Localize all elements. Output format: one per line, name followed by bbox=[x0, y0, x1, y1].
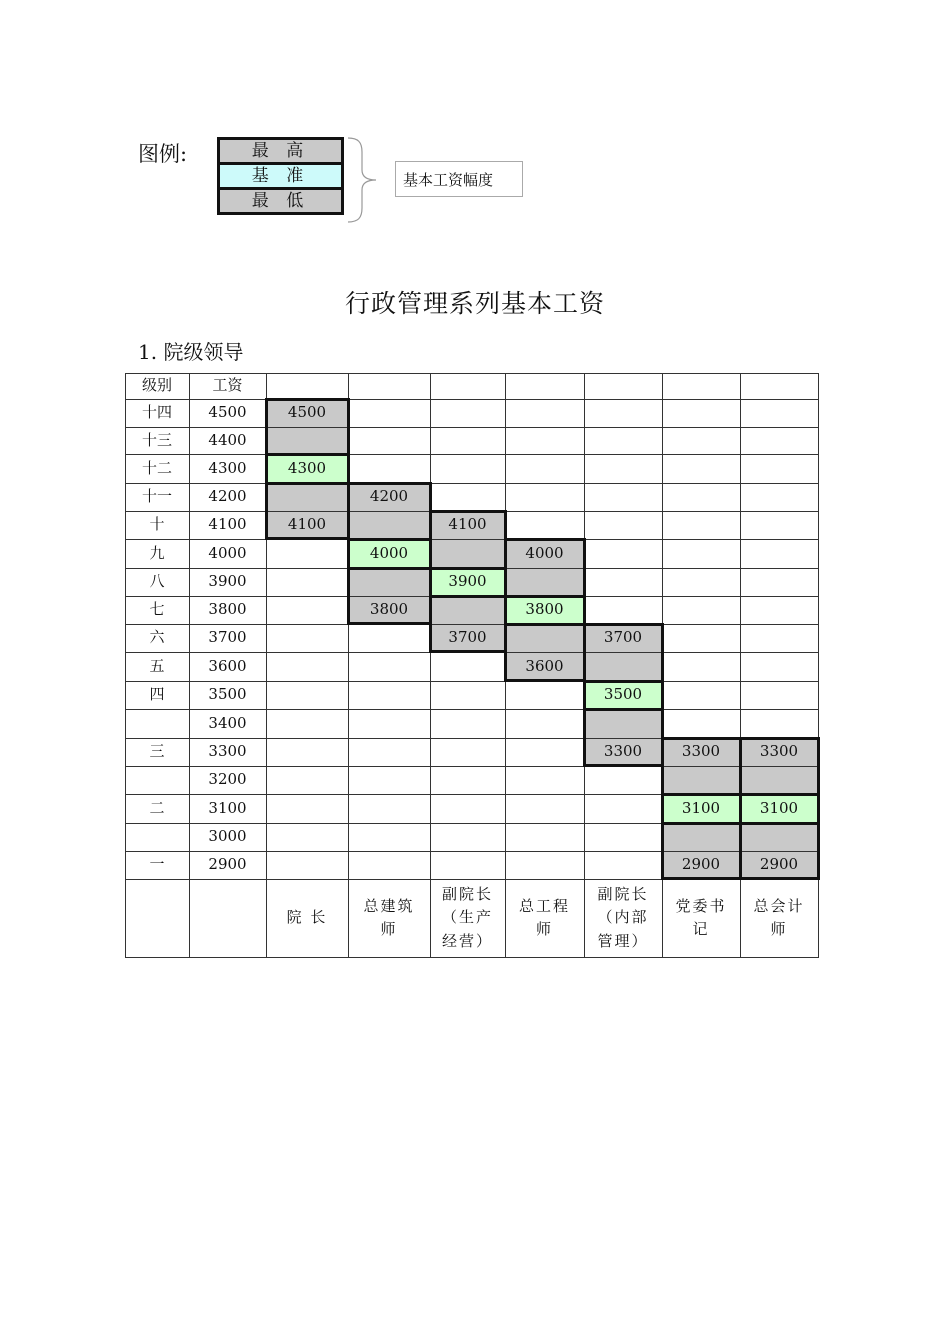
base-value: 3500 bbox=[603, 685, 643, 704]
wage-cell: 4400 bbox=[208, 430, 247, 449]
header-level: 级别 bbox=[141, 376, 172, 395]
legend-label: 图例: bbox=[138, 142, 188, 166]
base-value: 4000 bbox=[369, 543, 409, 562]
level-cell: 二 bbox=[149, 798, 165, 817]
range-cell bbox=[430, 539, 505, 568]
base-value: 3100 bbox=[681, 798, 721, 817]
wage-cell: 3300 bbox=[208, 742, 247, 761]
level-cell: 五 bbox=[149, 656, 165, 675]
position-label: 院 长 bbox=[286, 908, 328, 927]
range-cell bbox=[266, 483, 348, 511]
wage-cell: 3000 bbox=[208, 827, 247, 846]
level-cell: 七 bbox=[149, 600, 165, 619]
range-cell bbox=[740, 766, 818, 794]
wage-cell: 4300 bbox=[208, 458, 247, 477]
wage-cell: 4000 bbox=[208, 543, 247, 562]
level-cell: 十四 bbox=[141, 403, 172, 422]
level-cell bbox=[125, 709, 189, 738]
position-label: 总会计师 bbox=[753, 896, 805, 938]
base-value: 3100 bbox=[759, 798, 799, 817]
range-cell bbox=[740, 823, 818, 851]
min-value: 3700 bbox=[448, 628, 487, 647]
max-value: 3300 bbox=[681, 742, 721, 761]
max-value: 4500 bbox=[287, 403, 327, 422]
position-label: 副院长（内部管理） bbox=[597, 885, 649, 950]
wage-cell: 3200 bbox=[208, 770, 247, 789]
range-cell bbox=[584, 709, 662, 738]
wage-cell: 3900 bbox=[208, 572, 247, 591]
level-cell: 四 bbox=[149, 685, 165, 704]
level-cell: 十一 bbox=[141, 487, 172, 506]
base-value: 3800 bbox=[525, 600, 564, 619]
grid-line-v bbox=[818, 373, 819, 958]
range-cell bbox=[505, 568, 584, 596]
base-value: 3900 bbox=[448, 572, 487, 591]
max-value: 4100 bbox=[448, 515, 487, 534]
wage-cell: 3100 bbox=[208, 798, 247, 817]
level-cell bbox=[125, 823, 189, 851]
range-cell bbox=[348, 568, 430, 596]
position-label: 副院长（生产经营） bbox=[441, 885, 493, 950]
grid-line-v bbox=[348, 373, 349, 958]
position-label: 党委书记 bbox=[675, 896, 727, 938]
wage-cell: 4200 bbox=[208, 487, 247, 506]
section-title: 1. 院级领导 bbox=[138, 340, 244, 364]
max-value: 4200 bbox=[369, 487, 409, 506]
wage-cell: 3500 bbox=[208, 685, 247, 704]
legend-note: 基本工资幅度 bbox=[395, 161, 523, 197]
wage-cell: 3700 bbox=[208, 628, 247, 647]
legend-base: 基 准 bbox=[217, 162, 344, 190]
legend-max: 最 高 bbox=[217, 137, 344, 165]
level-cell: 十三 bbox=[141, 430, 172, 449]
max-value: 4000 bbox=[525, 543, 564, 562]
min-value: 2900 bbox=[681, 855, 721, 874]
max-value: 3300 bbox=[759, 742, 799, 761]
min-value: 3300 bbox=[603, 742, 643, 761]
level-cell: 九 bbox=[149, 543, 165, 562]
wage-cell: 4500 bbox=[208, 403, 247, 422]
base-value: 4300 bbox=[287, 458, 327, 477]
min-value: 3600 bbox=[525, 656, 564, 675]
level-cell: 八 bbox=[149, 572, 165, 591]
range-cell bbox=[266, 427, 348, 454]
min-value: 2900 bbox=[759, 855, 799, 874]
legend-min: 最 低 bbox=[217, 187, 344, 215]
level-cell: 三 bbox=[149, 742, 165, 761]
level-cell: 一 bbox=[149, 855, 165, 874]
range-cell bbox=[662, 766, 740, 794]
max-value: 3700 bbox=[603, 628, 643, 647]
position-label: 总建筑师 bbox=[363, 896, 415, 938]
min-value: 4100 bbox=[287, 515, 327, 534]
wage-cell: 3400 bbox=[208, 713, 247, 732]
range-cell bbox=[430, 596, 505, 624]
header-wage: 工资 bbox=[212, 376, 243, 395]
grid-line-v bbox=[584, 373, 585, 958]
wage-cell: 3600 bbox=[208, 656, 247, 675]
page-title: 行政管理系列基本工资 bbox=[344, 289, 605, 318]
level-cell: 六 bbox=[149, 628, 165, 647]
level-cell bbox=[125, 766, 189, 794]
min-value: 3800 bbox=[369, 600, 409, 619]
range-cell bbox=[505, 624, 584, 652]
level-cell: 十二 bbox=[141, 458, 172, 477]
position-label: 总工程师 bbox=[518, 896, 570, 938]
range-cell bbox=[662, 823, 740, 851]
range-cell bbox=[584, 652, 662, 681]
grid-line-h bbox=[125, 957, 819, 958]
level-cell: 十 bbox=[149, 515, 165, 534]
grid-line-v bbox=[430, 373, 431, 958]
range-cell bbox=[348, 511, 430, 539]
wage-cell: 2900 bbox=[208, 855, 247, 874]
wage-cell: 3800 bbox=[208, 600, 247, 619]
wage-cell: 4100 bbox=[208, 515, 247, 534]
